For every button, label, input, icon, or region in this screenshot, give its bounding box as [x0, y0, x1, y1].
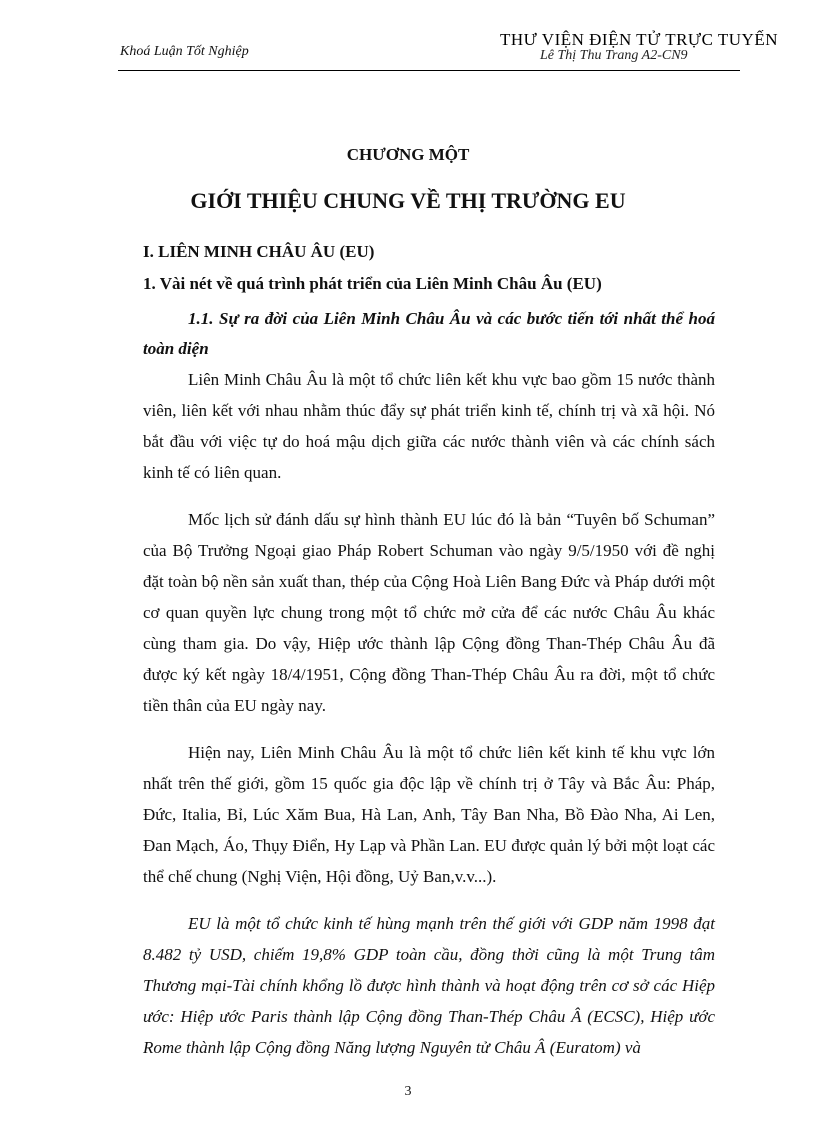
document-body [143, 232, 715, 1063]
header-author: Lê Thị Thu Trang A2-CN9 [540, 48, 688, 63]
subsection-heading: 1. Vài nét về quá trình phát triển của Liên Minh Châu Âu (EU) [143, 274, 602, 293]
chapter-title: GIỚI THIỆU CHUNG VỀ THỊ TRƯỜNG EU [190, 188, 626, 213]
chapter-label: CHƯƠNG MỘT [346, 145, 470, 164]
header-watermark: THƯ VIỆN ĐIỆN TỬ TRỰC TUYẾN [500, 30, 778, 49]
paragraph: Liên Minh Châu Âu là một tổ chức liên kết khu vực bao gồm 15 nước thành viên, liên kết với nhau nhằm thúc đẩy sự phát triển kinh tế, chính trị và xã hội. Nó bắt đầu với việc tự do hoá mậu dịch giữa các nước thành viên và các chính sách kinh tế có liên quan. [143, 370, 715, 482]
page-number: 3 [404, 1084, 412, 1099]
subsubsection-heading: 1.1. Sự ra đời của Liên Minh Châu Âu và các bước tiến tới nhất thể hoá toàn diện [143, 309, 715, 358]
header-left: Khoá Luận Tốt Nghiệp [120, 44, 249, 59]
header-rule [118, 70, 740, 71]
paragraph: Mốc lịch sử đánh dấu sự hình thành EU lúc đó là bản “Tuyên bố Schuman” của Bộ Trưởng Ngoại giao Pháp Robert Schuman vào ngày 9/5/1950 với đề nghị đặt toàn bộ nền sản xuất than, thép của Cộng Hoà Liên Bang Đức và Pháp dưới một cơ quan quyền lực chung trong một tổ chức mở cửa để các nước Châu Âu khác cùng tham gia. Do vậy, Hiệp ước thành lập Cộng đồng Than-Thép Châu Âu đã được ký kết ngày 18/4/1951, Cộng đồng Than-Thép Châu Âu ra đời, một tổ chức tiền thân của EU ngày nay. [143, 510, 715, 715]
section-heading: I. LIÊN MINH CHÂU ÂU (EU) [143, 242, 375, 261]
paragraph: Hiện nay, Liên Minh Châu Âu là một tổ chức liên kết kinh tế khu vực lớn nhất trên thế giới, gồm 15 quốc gia độc lập về chính trị ở Tây và Bắc Âu: Pháp, Đức, Italia, Bỉ, Lúc Xăm Bua, Hà Lan, Anh, Tây Ban Nha, Bồ Đào Nha, Ai Len, Đan Mạch, Áo, Thụy Điển, Hy Lạp và Phần Lan. EU được quản lý bởi một loạt các thể chế chung (Nghị Viện, Hội đồng, Uỷ Ban,v.v...). [143, 743, 715, 886]
paragraph-italic: EU là một tổ chức kinh tế hùng mạnh trên thế giới với GDP năm 1998 đạt 8.482 tỷ USD, chiếm 19,8% GDP toàn cầu, đồng thời cũng là một Trung tâm Thương mại-Tài chính khổng lồ được hình thành và hoạt động trên cơ sở các Hiệp ước: Hiệp ước Paris thành lập Cộng đồng Than-Thép Châu Â (ECSC), Hiệp ước Rome thành lập Cộng đồng Năng lượng Nguyên tử Châu Â (Euratom) và [143, 914, 715, 1057]
